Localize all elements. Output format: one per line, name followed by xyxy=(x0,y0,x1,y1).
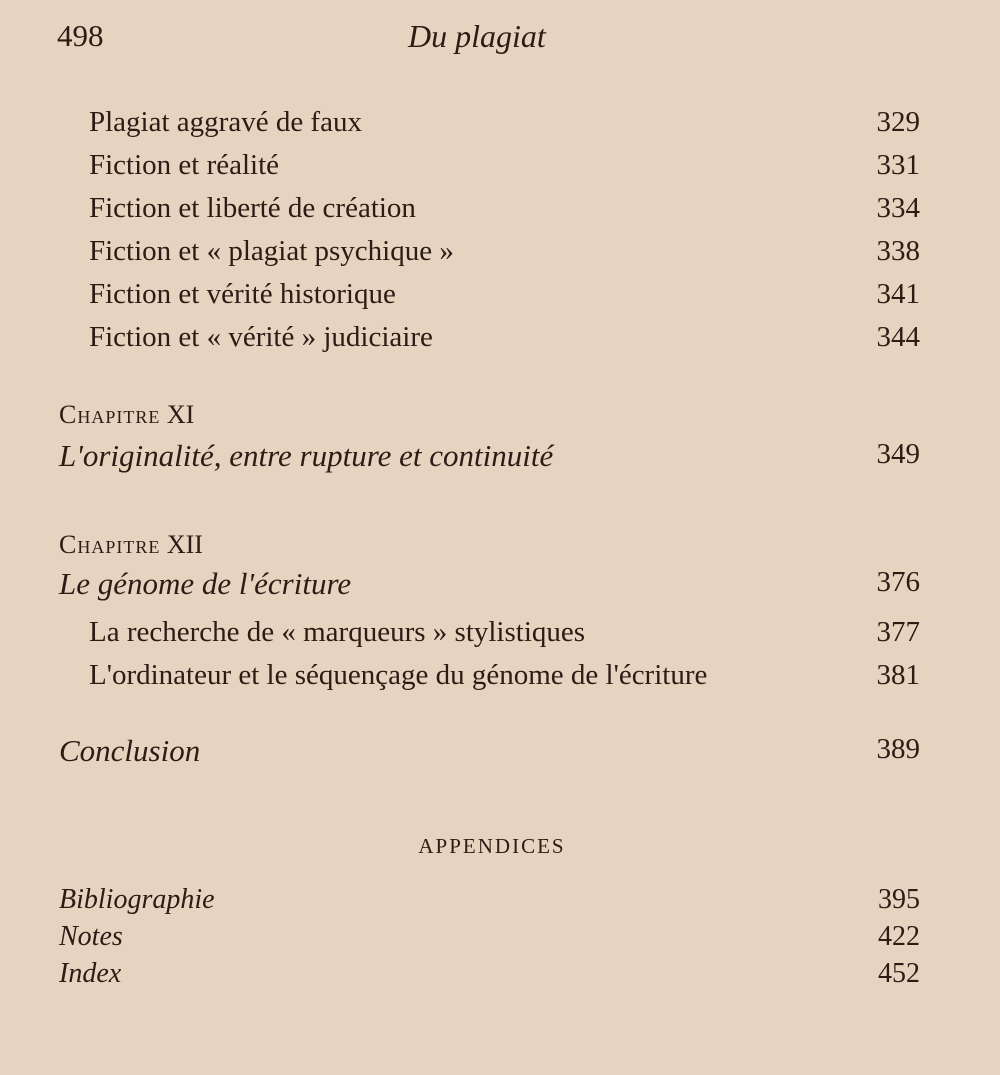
appendices-heading: APPENDICES xyxy=(418,834,566,858)
toc-entry-page: 341 xyxy=(876,278,920,310)
chapter-title: Le génome de l'écriture xyxy=(59,566,352,601)
toc-entry-title: Fiction et « plagiat psychique » xyxy=(89,235,454,267)
toc-entry-page: 344 xyxy=(876,321,920,353)
conclusion-page: 389 xyxy=(876,733,920,765)
toc-entry xyxy=(0,659,1000,699)
toc-entry xyxy=(0,278,1000,318)
toc-entry-title: Fiction et liberté de création xyxy=(89,192,416,224)
toc-entry xyxy=(0,106,1000,146)
toc-entry-page: 331 xyxy=(876,149,920,181)
chapter-label-11 xyxy=(59,400,194,430)
chapter-title: L'originalité, entre rupture et continuité xyxy=(59,438,554,473)
conclusion-entry xyxy=(0,733,1000,773)
toc-entry-title: Plagiat aggravé de faux xyxy=(89,106,362,138)
chapter-label-12 xyxy=(59,530,203,560)
running-title: Du plagiat xyxy=(408,18,546,54)
chapter-title-entry xyxy=(0,438,1000,478)
appendix-title: Index xyxy=(59,958,122,989)
toc-entry-title: Fiction et « vérité » judiciaire xyxy=(89,321,433,353)
toc-entry xyxy=(0,235,1000,275)
chapter-page: 376 xyxy=(876,566,920,598)
appendix-entry xyxy=(0,921,1000,961)
chapter-numeral: XII xyxy=(166,530,203,559)
toc-entry-page: 329 xyxy=(876,106,920,138)
appendix-title: Notes xyxy=(59,921,123,952)
toc-entry-title: Fiction et réalité xyxy=(89,149,280,181)
appendix-entry xyxy=(0,958,1000,998)
toc-entry-title: La recherche de « marqueurs » stylistiques xyxy=(89,616,586,648)
page-number: 498 xyxy=(57,18,104,53)
chapter-title-entry xyxy=(0,566,1000,606)
appendix-page: 395 xyxy=(878,884,920,915)
toc-entry xyxy=(0,616,1000,656)
toc-entry-page: 334 xyxy=(876,192,920,224)
toc-entry-page: 338 xyxy=(876,235,920,267)
appendix-entry xyxy=(0,884,1000,924)
appendix-page: 452 xyxy=(878,958,920,989)
chapter-word: Chapitre xyxy=(59,530,161,559)
toc-entry xyxy=(0,149,1000,189)
appendix-page: 422 xyxy=(878,921,920,952)
toc-entry-title: Fiction et vérité historique xyxy=(89,278,396,310)
toc-entry-page: 377 xyxy=(876,616,920,648)
toc-entry-title: L'ordinateur et le séquençage du génome de l'écriture xyxy=(89,659,708,691)
toc-entry xyxy=(0,192,1000,232)
toc-entry-page: 381 xyxy=(876,659,920,691)
appendix-title: Bibliographie xyxy=(59,884,215,915)
conclusion-title: Conclusion xyxy=(59,733,201,768)
toc-entry xyxy=(0,321,1000,361)
chapter-page: 349 xyxy=(876,438,920,470)
chapter-word: Chapitre xyxy=(59,400,161,429)
chapter-numeral: XI xyxy=(166,400,195,429)
